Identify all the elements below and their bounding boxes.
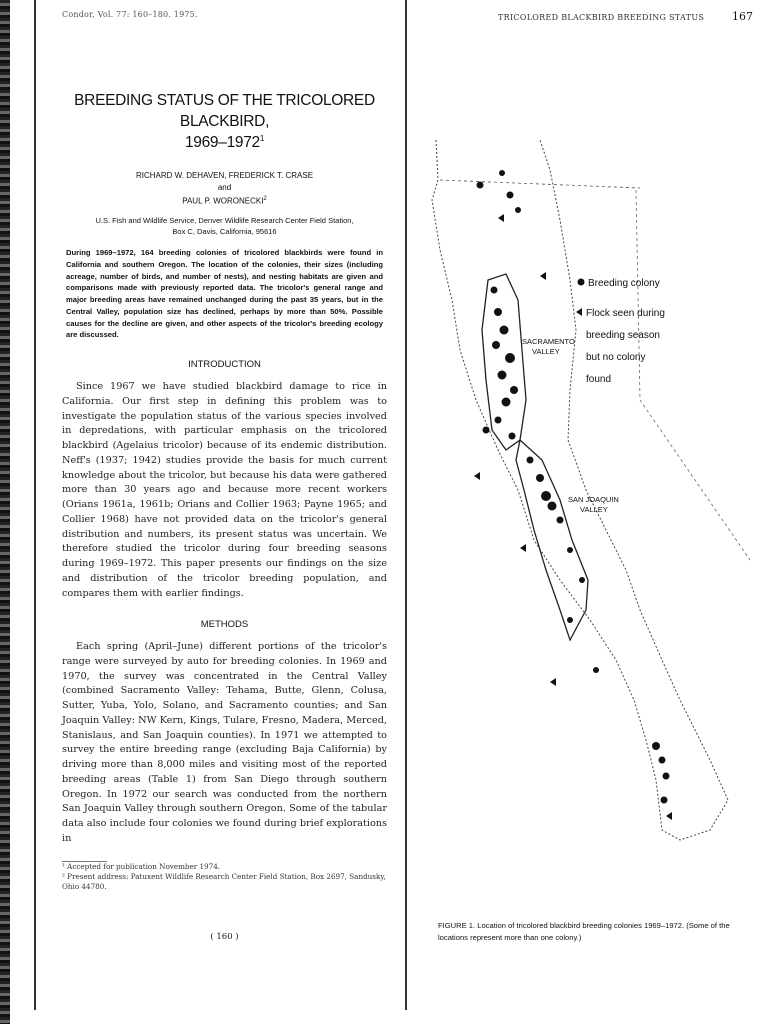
flock-triangle bbox=[498, 214, 504, 222]
title-footnote-mark: 1 bbox=[259, 133, 265, 143]
left-margin-rule bbox=[34, 0, 36, 1010]
colony-dot bbox=[663, 773, 670, 780]
left-page-number: ( 160 ) bbox=[210, 931, 239, 942]
abstract: During 1969–1972, 164 breeding colonies of tricolored blackbirds were found in California and southern Oregon. The location of the colonies, their sizes (including acreage, number of birds, and number of nests), and nesting habitats are given and comparisons made with previously reported data. The tricolor's general range and major breeding areas have remained unchanged during the past 35 years, but in the Central Valley, population size has declined, perhaps by more than 50%. Possible causes for the decline are given, and other aspects of the tricolor's breeding ecology are discussed. bbox=[66, 248, 383, 340]
methods-text: Each spring (April–June) different portions of the tricolor's range were surveyed by auto for breeding colonies. In 1969 and 1970, the survey was concentrated in the Central Valley (combined Sacramento Valley: Tehama, Butte, Glenn, Colusa, Sutter, Yuba, Yolo, Solano, and Sacramento counties; and San Joaquin Valley: NW Kern, Kings, Tulare, Fresno, Madera, Merced, Stanislaus, and San Joaquin counties). In 1971 we attempted to survey the entire breeding range (excluding Baja California) by driving more than 8,000 miles and visiting most of the reported breeding areas (Table 1) from San Diego through southern Oregon. In 1972 our search was conducted from the northern San Joaquin Valley through southern Oregon. Some of the tabular data also include four colonies we found during brief explorations in bbox=[62, 641, 387, 844]
colony-dot bbox=[548, 502, 557, 511]
title-line-1: BREEDING STATUS OF THE TRICOLORED BLACKBIRD, bbox=[74, 92, 375, 130]
running-head: Condor, Vol. 77: 160–180. 1975. bbox=[62, 10, 198, 19]
flock-triangle bbox=[540, 272, 546, 280]
footnote-2: ² Present address: Patuxent Wildlife Research Center Field Station, Box 2697, Sandusky, Ohio 44780. bbox=[62, 871, 386, 891]
colony-dot bbox=[579, 577, 585, 583]
map-legend bbox=[576, 278, 665, 385]
colony-dot bbox=[536, 474, 544, 482]
right-page bbox=[410, 10, 755, 942]
article-title bbox=[62, 91, 387, 154]
colony-dot bbox=[509, 433, 516, 440]
author-line-2: and bbox=[217, 183, 232, 193]
running-title: TRICOLORED BLACKBIRD BREEDING STATUS bbox=[498, 13, 705, 22]
colony-dot bbox=[659, 757, 666, 764]
legend-flock-label-1: Flock seen during bbox=[586, 308, 665, 319]
colony-dot bbox=[661, 797, 668, 804]
footnote-1: ¹ Accepted for publication November 1974. bbox=[62, 861, 221, 871]
colony-dot bbox=[502, 398, 511, 407]
affiliation-line-1: U.S. Fish and Wildlife Service, Denver Wildlife Research Center Field Station, bbox=[95, 215, 354, 225]
authors bbox=[62, 170, 387, 208]
colony-dot bbox=[495, 417, 502, 424]
scanned-binding-edge bbox=[0, 0, 10, 1024]
san-joaquin-label-1: SAN JOAQUIN bbox=[568, 495, 619, 504]
flock-triangle bbox=[520, 544, 526, 552]
colony-dot bbox=[567, 617, 573, 623]
methods-heading: METHODS bbox=[200, 619, 249, 631]
colony-dot bbox=[557, 517, 564, 524]
right-page-number: 167 bbox=[732, 10, 753, 23]
left-page bbox=[62, 10, 387, 942]
legend-colony-label: Breeding colony bbox=[588, 278, 660, 289]
colony-dot bbox=[527, 457, 534, 464]
colony-dot bbox=[498, 371, 507, 380]
affiliation bbox=[62, 215, 387, 238]
colony-dot bbox=[541, 491, 551, 501]
colony-dot bbox=[483, 427, 490, 434]
legend-flock-symbol bbox=[576, 308, 582, 316]
legend-flock-label-4: found bbox=[586, 374, 612, 385]
right-running-header bbox=[410, 10, 755, 23]
colony-dot bbox=[500, 326, 509, 335]
flock-triangle bbox=[550, 678, 556, 686]
author-footnote-mark: 2 bbox=[263, 195, 267, 202]
colony-dot bbox=[507, 192, 514, 199]
colony-dot bbox=[491, 287, 498, 294]
oregon-border-line bbox=[440, 180, 640, 188]
affiliation-line-2: Box C, Davis, California, 95616 bbox=[172, 226, 277, 236]
legend-flock-label-2: breeding season bbox=[586, 330, 660, 341]
colony-dot bbox=[499, 170, 505, 176]
san-joaquin-label-2: VALLEY bbox=[580, 505, 608, 514]
title-line-2 bbox=[62, 133, 387, 154]
author-name: PAUL P. WORONECKI bbox=[182, 196, 264, 206]
author-line-3 bbox=[62, 195, 387, 208]
colony-dot bbox=[510, 386, 518, 394]
introduction-text: Since 1967 we have studied blackbird damage to rice in California. Our first step in defining this problem was to investigate the population status of the various species involved in depredations, with particular emphasis on the tricolored blackbird (Agelaius tricolor) because of its endemic distribution. Neff's (1937; 1942) studies provide the basis for much current knowledge about the tricolor, but because his data were gathered more than 30 years ago and because more recent workers (Orians 1961a, 1961b; Orians and Collier 1963; Payne 1965; and Collier 1968) have not provided data on the tricolor's general distribution and numbers, its present status was uncertain. We therefore studied the tricolor during four breeding seasons during 1969–1972. This paper presents our findings on the size and distribution of the tricolor breeding population, and compares them with earlier findings. bbox=[62, 381, 387, 599]
colony-dot bbox=[494, 308, 502, 316]
breeding-colony-markers bbox=[477, 170, 670, 804]
page-gutter-rule bbox=[405, 0, 407, 1010]
sacramento-label-2: VALLEY bbox=[532, 347, 560, 356]
colony-dot bbox=[652, 742, 660, 750]
california-map-figure bbox=[410, 140, 755, 900]
california-outline bbox=[432, 140, 728, 840]
introduction-heading: INTRODUCTION bbox=[188, 359, 261, 371]
sacramento-valley-outline bbox=[482, 274, 526, 450]
colony-dot bbox=[477, 182, 484, 189]
legend-flock-label-3: but no colony bbox=[586, 352, 646, 363]
colony-dot bbox=[505, 353, 515, 363]
colony-dot bbox=[492, 341, 500, 349]
flock-triangle bbox=[666, 812, 672, 820]
figure-caption: FIGURE 1. Location of tricolored blackbird breeding colonies 1969–1972. (Some of the locations represent more than one colony.) bbox=[438, 921, 730, 942]
colony-dot bbox=[515, 207, 521, 213]
title-years: 1969–1972 bbox=[184, 133, 260, 151]
san-joaquin-valley-outline bbox=[516, 440, 588, 640]
nevada-border-line bbox=[636, 190, 750, 560]
author-line-1: RICHARD W. DEHAVEN, FREDERICK T. CRASE bbox=[135, 170, 314, 180]
sacramento-label-1: SACRAMENTO bbox=[522, 337, 575, 346]
legend-colony-symbol bbox=[578, 279, 585, 286]
flock-triangle bbox=[474, 472, 480, 480]
colony-dot bbox=[593, 667, 599, 673]
colony-dot bbox=[567, 547, 573, 553]
